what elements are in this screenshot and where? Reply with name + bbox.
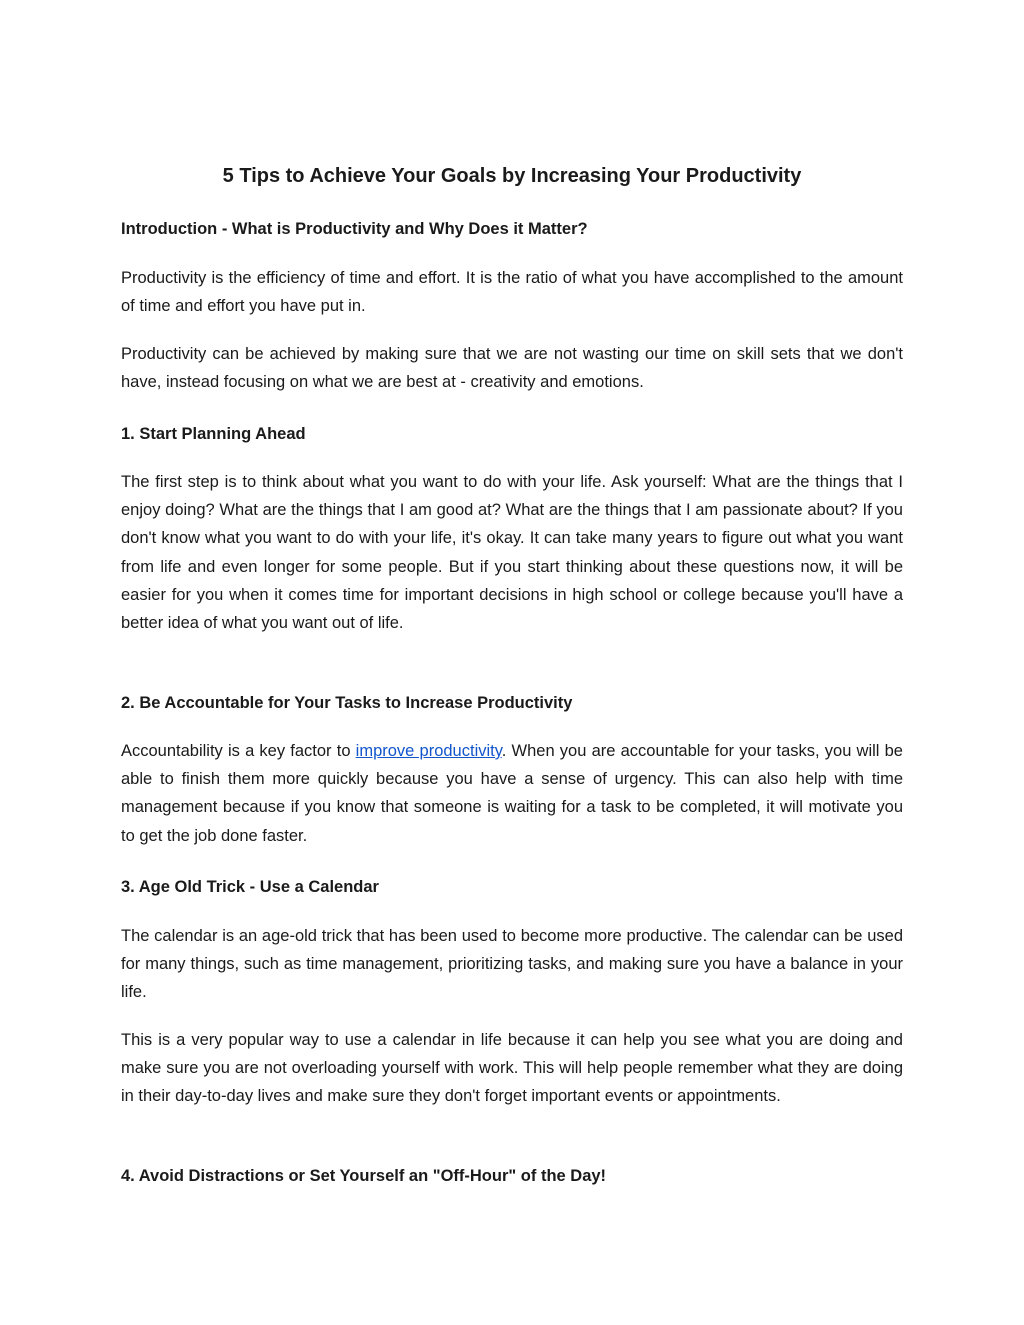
intro-heading: Introduction - What is Productivity and Why Does it Matter? xyxy=(121,220,588,238)
section-4-heading: 4. Avoid Distractions or Set Yourself an "Off-Hour" of the Day! xyxy=(121,1167,607,1185)
section-2-text-after-link: . When you are accountable for your tasks, you will be able to finish them more quickly because you have a sense of urgency. This can also help with time management because if you know that someone is waiting for a task to be completed, it will motivate you to get the job done faster. xyxy=(121,742,903,845)
document-title: 5 Tips to Achieve Your Goals by Increasing Your Productivity xyxy=(222,165,802,187)
section-2-heading: 2. Be Accountable for Your Tasks to Increase Productivity xyxy=(121,694,573,712)
section-3-heading: 3. Age Old Trick - Use a Calendar xyxy=(121,878,379,896)
section-3-paragraph-1: The calendar is an age-old trick that has been used to become more productive. The calendar can be used for many things, such as time management, prioritizing tasks, and making sure you have a balance in your life. xyxy=(121,927,903,1002)
section-2-paragraph xyxy=(121,737,903,850)
intro-paragraph-1: Productivity is the efficiency of time and effort. It is the ratio of what you have accomplished to the amount of time and effort you have put in. xyxy=(121,269,903,316)
section-2-text-before-link: Accountability is a key factor to xyxy=(121,742,356,760)
section-1-heading: 1. Start Planning Ahead xyxy=(121,425,306,443)
section-1-paragraph: The first step is to think about what you want to do with your life. Ask yourself: What are the things that I enjoy doing? What are the things that I am good at? What are the things that I am passionate about? If you don't know what you want to do with your life, it's okay. It can take many years to figure out what you want from life and even longer for some people. But if you start thinking about these questions now, it will be easier for you when it comes time for important decisions in high school or college because you'll have a better idea of what you want out of life. xyxy=(121,473,903,633)
improve-productivity-link[interactable]: improve productivity xyxy=(355,742,502,760)
intro-paragraph-2: Productivity can be achieved by making sure that we are not wasting our time on skill sets that we don't have, instead focusing on what we are best at - creativity and emotions. xyxy=(121,345,903,392)
section-3-paragraph-2: This is a very popular way to use a calendar in life because it can help you see what you are doing and make sure you are not overloading yourself with work. This will help people remember what they are doing in their day-to-day lives and make sure they don't forget important events or appointments. xyxy=(121,1031,903,1106)
